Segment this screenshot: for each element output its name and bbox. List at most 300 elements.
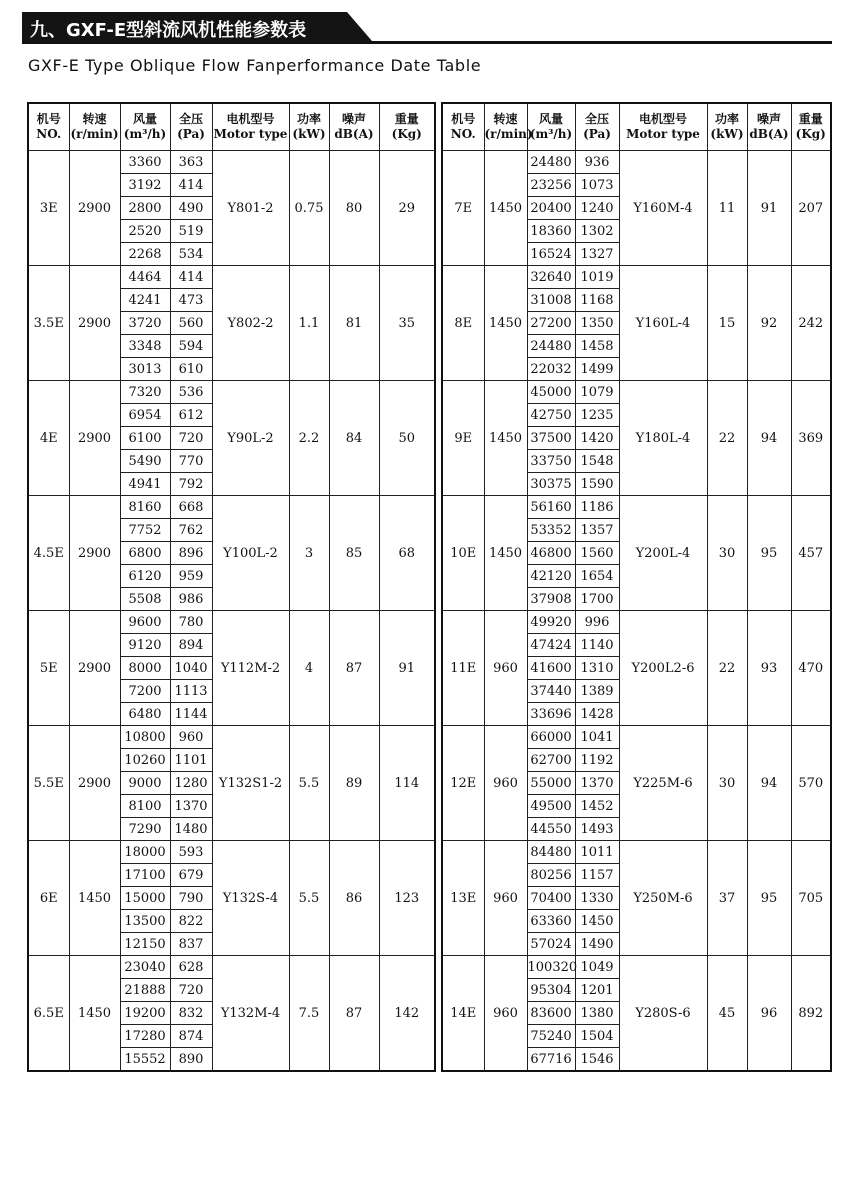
air-flow-cell: 75240 <box>527 1025 575 1048</box>
air-flow-cell: 3360 <box>120 151 170 174</box>
power-cell: 5.5 <box>289 726 329 841</box>
table-row <box>28 266 435 289</box>
pressure-cell: 792 <box>170 473 212 496</box>
column-header-cn: 机号 <box>36 112 61 126</box>
weight-cell: 892 <box>791 956 831 1072</box>
performance-table-right <box>441 102 832 1072</box>
title-banner <box>22 12 372 44</box>
air-flow-cell: 46800 <box>527 542 575 565</box>
column-header-en: (kW) <box>710 127 744 141</box>
pressure-cell: 1157 <box>575 864 619 887</box>
noise-cell: 87 <box>329 956 379 1072</box>
weight-cell: 457 <box>791 496 831 611</box>
power-cell: 2.2 <box>289 381 329 496</box>
air-flow-cell: 45000 <box>527 381 575 404</box>
air-flow-cell: 84480 <box>527 841 575 864</box>
pressure-cell: 1560 <box>575 542 619 565</box>
speed-cell: 1450 <box>69 841 120 956</box>
table-row <box>442 726 831 749</box>
pressure-cell: 1240 <box>575 197 619 220</box>
table-row <box>28 151 435 174</box>
table-row <box>442 611 831 634</box>
weight-cell: 29 <box>379 151 435 266</box>
motor-type-cell: Y132M-4 <box>212 956 289 1072</box>
pressure-cell: 1101 <box>170 749 212 772</box>
air-flow-cell: 67716 <box>527 1048 575 1072</box>
weight-cell: 91 <box>379 611 435 726</box>
motor-type-cell: Y280S-6 <box>619 956 707 1072</box>
pressure-cell: 720 <box>170 427 212 450</box>
column-header-en: (Kg) <box>795 127 826 141</box>
fan-number-cell: 6E <box>28 841 69 956</box>
air-flow-cell: 37440 <box>527 680 575 703</box>
pressure-cell: 1380 <box>575 1002 619 1025</box>
air-flow-cell: 8160 <box>120 496 170 519</box>
column-header-cn: 重量 <box>394 112 419 126</box>
column-header-en: (r/min) <box>70 127 119 141</box>
air-flow-cell: 9000 <box>120 772 170 795</box>
pressure-cell: 1428 <box>575 703 619 726</box>
pressure-cell: 996 <box>575 611 619 634</box>
table-row <box>442 151 831 174</box>
column-header <box>619 103 707 151</box>
pressure-cell: 610 <box>170 358 212 381</box>
motor-type-cell: Y100L-2 <box>212 496 289 611</box>
air-flow-cell: 3720 <box>120 312 170 335</box>
motor-type-cell: Y180L-4 <box>619 381 707 496</box>
air-flow-cell: 6954 <box>120 404 170 427</box>
pressure-cell: 1493 <box>575 818 619 841</box>
pressure-cell: 1490 <box>575 933 619 956</box>
table-row <box>442 381 831 404</box>
air-flow-cell: 8100 <box>120 795 170 818</box>
air-flow-cell: 15000 <box>120 887 170 910</box>
air-flow-cell: 18000 <box>120 841 170 864</box>
column-header <box>747 103 791 151</box>
motor-type-cell: Y90L-2 <box>212 381 289 496</box>
motor-type-cell: Y250M-6 <box>619 841 707 956</box>
table-row <box>28 841 435 864</box>
fan-number-cell: 10E <box>442 496 484 611</box>
column-header-en: (Pa) <box>583 127 611 141</box>
pressure-cell: 936 <box>575 151 619 174</box>
column-header-en: NO. <box>36 127 62 141</box>
pressure-cell: 1330 <box>575 887 619 910</box>
speed-cell: 1450 <box>69 956 120 1072</box>
pressure-cell: 1450 <box>575 910 619 933</box>
fan-number-cell: 7E <box>442 151 484 266</box>
motor-type-cell: Y160M-4 <box>619 151 707 266</box>
pressure-cell: 780 <box>170 611 212 634</box>
air-flow-cell: 30375 <box>527 473 575 496</box>
pressure-cell: 490 <box>170 197 212 220</box>
column-header <box>527 103 575 151</box>
air-flow-cell: 37500 <box>527 427 575 450</box>
air-flow-cell: 12150 <box>120 933 170 956</box>
air-flow-cell: 83600 <box>527 1002 575 1025</box>
pressure-cell: 960 <box>170 726 212 749</box>
pressure-cell: 1144 <box>170 703 212 726</box>
air-flow-cell: 42750 <box>527 404 575 427</box>
air-flow-cell: 2520 <box>120 220 170 243</box>
noise-cell: 86 <box>329 841 379 956</box>
weight-cell: 570 <box>791 726 831 841</box>
fan-number-cell: 11E <box>442 611 484 726</box>
pressure-cell: 822 <box>170 910 212 933</box>
pressure-cell: 959 <box>170 565 212 588</box>
air-flow-cell: 44550 <box>527 818 575 841</box>
pressure-cell: 473 <box>170 289 212 312</box>
power-cell: 22 <box>707 381 747 496</box>
motor-type-cell: Y225M-6 <box>619 726 707 841</box>
air-flow-cell: 9120 <box>120 634 170 657</box>
table-row <box>442 266 831 289</box>
weight-cell: 142 <box>379 956 435 1072</box>
pressure-cell: 1280 <box>170 772 212 795</box>
pressure-cell: 890 <box>170 1048 212 1072</box>
column-header-en: NO. <box>450 127 476 141</box>
table-row <box>442 841 831 864</box>
power-cell: 5.5 <box>289 841 329 956</box>
air-flow-cell: 22032 <box>527 358 575 381</box>
weight-cell: 68 <box>379 496 435 611</box>
air-flow-cell: 53352 <box>527 519 575 542</box>
pressure-cell: 762 <box>170 519 212 542</box>
column-header-en: (r/min) <box>484 127 533 141</box>
power-cell: 15 <box>707 266 747 381</box>
air-flow-cell: 33696 <box>527 703 575 726</box>
column-header <box>212 103 289 151</box>
pressure-cell: 1590 <box>575 473 619 496</box>
pressure-cell: 1504 <box>575 1025 619 1048</box>
motor-type-cell: Y801-2 <box>212 151 289 266</box>
column-header-en: (m³/h) <box>529 127 573 141</box>
pressure-cell: 1310 <box>575 657 619 680</box>
pressure-cell: 1370 <box>575 772 619 795</box>
subtitle: GXF-E Type Oblique Flow Fanperformance Date Table <box>28 56 482 75</box>
pressure-cell: 874 <box>170 1025 212 1048</box>
pressure-cell: 612 <box>170 404 212 427</box>
air-flow-cell: 2268 <box>120 243 170 266</box>
performance-table-left <box>27 102 436 1072</box>
air-flow-cell: 66000 <box>527 726 575 749</box>
pressure-cell: 1700 <box>575 588 619 611</box>
speed-cell: 2900 <box>69 151 120 266</box>
column-header-cn: 噪声 <box>756 112 781 126</box>
air-flow-cell: 23040 <box>120 956 170 979</box>
pressure-cell: 1041 <box>575 726 619 749</box>
fan-number-cell: 12E <box>442 726 484 841</box>
noise-cell: 92 <box>747 266 791 381</box>
air-flow-cell: 19200 <box>120 1002 170 1025</box>
pressure-cell: 720 <box>170 979 212 1002</box>
pressure-cell: 1168 <box>575 289 619 312</box>
column-header <box>69 103 120 151</box>
pressure-cell: 1350 <box>575 312 619 335</box>
speed-cell: 2900 <box>69 726 120 841</box>
air-flow-cell: 3348 <box>120 335 170 358</box>
air-flow-cell: 7320 <box>120 381 170 404</box>
header-row <box>442 103 831 151</box>
table-row <box>28 381 435 404</box>
air-flow-cell: 24480 <box>527 335 575 358</box>
weight-cell: 242 <box>791 266 831 381</box>
air-flow-cell: 7200 <box>120 680 170 703</box>
speed-cell: 2900 <box>69 496 120 611</box>
air-flow-cell: 24480 <box>527 151 575 174</box>
column-header <box>707 103 747 151</box>
column-header <box>329 103 379 151</box>
power-cell: 30 <box>707 496 747 611</box>
air-flow-cell: 4241 <box>120 289 170 312</box>
air-flow-cell: 16524 <box>527 243 575 266</box>
pressure-cell: 1327 <box>575 243 619 266</box>
pressure-cell: 519 <box>170 220 212 243</box>
fan-number-cell: 3.5E <box>28 266 69 381</box>
pressure-cell: 894 <box>170 634 212 657</box>
pressure-cell: 1235 <box>575 404 619 427</box>
air-flow-cell: 57024 <box>527 933 575 956</box>
air-flow-cell: 5490 <box>120 450 170 473</box>
pressure-cell: 1302 <box>575 220 619 243</box>
column-header-en: dB(A) <box>749 127 789 141</box>
fan-number-cell: 8E <box>442 266 484 381</box>
noise-cell: 87 <box>329 611 379 726</box>
air-flow-cell: 10260 <box>120 749 170 772</box>
noise-cell: 95 <box>747 841 791 956</box>
pressure-cell: 1079 <box>575 381 619 404</box>
power-cell: 3 <box>289 496 329 611</box>
power-cell: 37 <box>707 841 747 956</box>
air-flow-cell: 18360 <box>527 220 575 243</box>
weight-cell: 207 <box>791 151 831 266</box>
air-flow-cell: 4941 <box>120 473 170 496</box>
table-row <box>28 496 435 519</box>
pressure-cell: 679 <box>170 864 212 887</box>
pressure-cell: 1073 <box>575 174 619 197</box>
column-header-en: Motor type <box>213 127 288 141</box>
noise-cell: 89 <box>329 726 379 841</box>
noise-cell: 84 <box>329 381 379 496</box>
pressure-cell: 1040 <box>170 657 212 680</box>
air-flow-cell: 27200 <box>527 312 575 335</box>
weight-cell: 50 <box>379 381 435 496</box>
fan-number-cell: 3E <box>28 151 69 266</box>
column-header-en: (Pa) <box>177 127 205 141</box>
column-header-cn: 转速 <box>82 112 107 126</box>
speed-cell: 1450 <box>484 496 527 611</box>
pressure-cell: 1420 <box>575 427 619 450</box>
power-cell: 0.75 <box>289 151 329 266</box>
fan-number-cell: 5E <box>28 611 69 726</box>
table-row <box>28 956 435 979</box>
speed-cell: 960 <box>484 726 527 841</box>
speed-cell: 960 <box>484 956 527 1072</box>
air-flow-cell: 49920 <box>527 611 575 634</box>
column-header-cn: 转速 <box>493 112 518 126</box>
pressure-cell: 1192 <box>575 749 619 772</box>
power-cell: 11 <box>707 151 747 266</box>
air-flow-cell: 6100 <box>120 427 170 450</box>
weight-cell: 35 <box>379 266 435 381</box>
column-header <box>28 103 69 151</box>
pressure-cell: 593 <box>170 841 212 864</box>
air-flow-cell: 63360 <box>527 910 575 933</box>
power-cell: 30 <box>707 726 747 841</box>
air-flow-cell: 6800 <box>120 542 170 565</box>
speed-cell: 1450 <box>484 381 527 496</box>
air-flow-cell: 100320 <box>527 956 575 979</box>
pressure-cell: 1201 <box>575 979 619 1002</box>
header-row <box>28 103 435 151</box>
speed-cell: 960 <box>484 611 527 726</box>
column-header-cn: 风量 <box>132 112 157 126</box>
weight-cell: 470 <box>791 611 831 726</box>
pressure-cell: 363 <box>170 151 212 174</box>
pressure-cell: 668 <box>170 496 212 519</box>
pressure-cell: 896 <box>170 542 212 565</box>
pressure-cell: 1452 <box>575 795 619 818</box>
pressure-cell: 1546 <box>575 1048 619 1072</box>
speed-cell: 2900 <box>69 381 120 496</box>
air-flow-cell: 21888 <box>120 979 170 1002</box>
air-flow-cell: 49500 <box>527 795 575 818</box>
column-header-en: (Kg) <box>391 127 422 141</box>
table-row <box>28 726 435 749</box>
air-flow-cell: 70400 <box>527 887 575 910</box>
air-flow-cell: 47424 <box>527 634 575 657</box>
speed-cell: 1450 <box>484 266 527 381</box>
air-flow-cell: 80256 <box>527 864 575 887</box>
speed-cell: 1450 <box>484 151 527 266</box>
table-row <box>28 611 435 634</box>
power-cell: 7.5 <box>289 956 329 1072</box>
weight-cell: 705 <box>791 841 831 956</box>
column-header-cn: 功率 <box>714 112 739 126</box>
pressure-cell: 1389 <box>575 680 619 703</box>
air-flow-cell: 95304 <box>527 979 575 1002</box>
weight-cell: 369 <box>791 381 831 496</box>
air-flow-cell: 31008 <box>527 289 575 312</box>
air-flow-cell: 4464 <box>120 266 170 289</box>
pressure-cell: 832 <box>170 1002 212 1025</box>
pressure-cell: 414 <box>170 174 212 197</box>
fan-number-cell: 14E <box>442 956 484 1072</box>
air-flow-cell: 32640 <box>527 266 575 289</box>
noise-cell: 85 <box>329 496 379 611</box>
air-flow-cell: 10800 <box>120 726 170 749</box>
banner-title: 九、GXF-E型斜流风机性能参数表 <box>30 20 307 41</box>
column-header-cn: 电机型号 <box>226 112 275 126</box>
motor-type-cell: Y132S-4 <box>212 841 289 956</box>
pressure-cell: 534 <box>170 243 212 266</box>
fan-number-cell: 4E <box>28 381 69 496</box>
speed-cell: 2900 <box>69 611 120 726</box>
air-flow-cell: 20400 <box>527 197 575 220</box>
pressure-cell: 1357 <box>575 519 619 542</box>
motor-type-cell: Y132S1-2 <box>212 726 289 841</box>
air-flow-cell: 33750 <box>527 450 575 473</box>
pressure-cell: 536 <box>170 381 212 404</box>
air-flow-cell: 8000 <box>120 657 170 680</box>
pressure-cell: 837 <box>170 933 212 956</box>
column-header <box>484 103 533 151</box>
column-header-cn: 重量 <box>798 112 823 126</box>
power-cell: 22 <box>707 611 747 726</box>
noise-cell: 81 <box>329 266 379 381</box>
power-cell: 45 <box>707 956 747 1072</box>
fan-number-cell: 9E <box>442 381 484 496</box>
pressure-cell: 1548 <box>575 450 619 473</box>
motor-type-cell: Y802-2 <box>212 266 289 381</box>
motor-type-cell: Y160L-4 <box>619 266 707 381</box>
weight-cell: 123 <box>379 841 435 956</box>
column-header <box>442 103 484 151</box>
column-header <box>575 103 619 151</box>
column-header-en: (m³/h) <box>123 127 167 141</box>
noise-cell: 80 <box>329 151 379 266</box>
noise-cell: 93 <box>747 611 791 726</box>
air-flow-cell: 7752 <box>120 519 170 542</box>
pressure-cell: 1019 <box>575 266 619 289</box>
motor-type-cell: Y200L-4 <box>619 496 707 611</box>
air-flow-cell: 6120 <box>120 565 170 588</box>
air-flow-cell: 6480 <box>120 703 170 726</box>
motor-type-cell: Y112M-2 <box>212 611 289 726</box>
column-header <box>120 103 170 151</box>
table-row <box>442 956 831 979</box>
pressure-cell: 1370 <box>170 795 212 818</box>
air-flow-cell: 17100 <box>120 864 170 887</box>
pressure-cell: 1011 <box>575 841 619 864</box>
pressure-cell: 1186 <box>575 496 619 519</box>
pressure-cell: 1113 <box>170 680 212 703</box>
column-header <box>170 103 212 151</box>
air-flow-cell: 5508 <box>120 588 170 611</box>
air-flow-cell: 62700 <box>527 749 575 772</box>
pressure-cell: 560 <box>170 312 212 335</box>
pressure-cell: 770 <box>170 450 212 473</box>
column-header-cn: 功率 <box>296 112 321 126</box>
noise-cell: 95 <box>747 496 791 611</box>
column-header-cn: 机号 <box>451 112 476 126</box>
noise-cell: 94 <box>747 726 791 841</box>
column-header-cn: 全压 <box>178 112 203 126</box>
column-header-cn: 风量 <box>538 112 563 126</box>
motor-type-cell: Y200L2-6 <box>619 611 707 726</box>
weight-cell: 114 <box>379 726 435 841</box>
noise-cell: 96 <box>747 956 791 1072</box>
pressure-cell: 790 <box>170 887 212 910</box>
column-header <box>791 103 831 151</box>
air-flow-cell: 15552 <box>120 1048 170 1072</box>
speed-cell: 960 <box>484 841 527 956</box>
column-header <box>289 103 329 151</box>
noise-cell: 94 <box>747 381 791 496</box>
title-rule <box>22 41 832 44</box>
column-header <box>379 103 435 151</box>
pressure-cell: 986 <box>170 588 212 611</box>
table-row <box>442 496 831 519</box>
fan-number-cell: 13E <box>442 841 484 956</box>
pressure-cell: 1499 <box>575 358 619 381</box>
air-flow-cell: 56160 <box>527 496 575 519</box>
column-header-en: Motor type <box>626 127 700 141</box>
pressure-cell: 1480 <box>170 818 212 841</box>
fan-number-cell: 4.5E <box>28 496 69 611</box>
pressure-cell: 628 <box>170 956 212 979</box>
column-header-en: dB(A) <box>334 127 374 141</box>
